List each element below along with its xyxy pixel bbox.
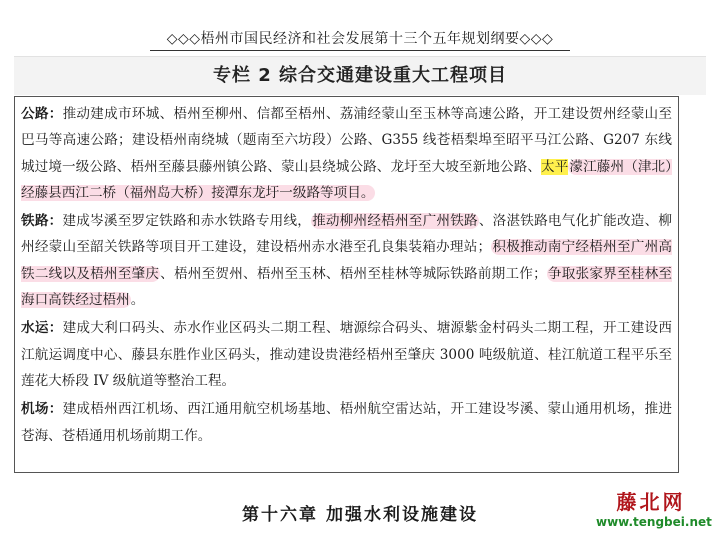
rail-text-4: 。: [130, 292, 145, 309]
rail-highlight-2: 积极推动南宁经梧州至广州高铁二线以及梧州至肇庆: [21, 239, 673, 282]
rail-text-3: 、梧州至贺州、梧州至玉林、梧州至桂林等城际铁路前期工作；: [160, 265, 547, 282]
header-text: ◇◇◇梧州市国民经济和社会发展第十三个五年规划纲要◇◇◇: [166, 31, 554, 47]
water-label: 水运：: [21, 320, 63, 337]
watermark-url: www.tengbei.net: [596, 515, 712, 529]
roads-highlight-2: 濛江藤州（津北）经藤县西江二桥（福州岛大桥）接潭东龙圩一级路等项目。: [21, 158, 673, 201]
panel-content: [14, 96, 679, 473]
section-roads: [21, 101, 672, 206]
rail-label: 铁路：: [21, 213, 63, 230]
roads-label: 公路：: [21, 106, 63, 122]
roads-text: 推动建成市环城、梧州至柳州、信都至梧州、荔浦经蒙山至玉林等高速公路，开工建设贺州经蒙山至巴马等高速公路；建设梧州南绕城（题南至六坊段）公路、G355 线苍梧梨埠至昭平马江公路、G207 东线城过境一级公路、梧州至藤县藤州镇公路、蒙山县绕城公路、龙圩至大坡至新地公路、: [21, 106, 673, 175]
panel-title: 专栏 2 综合交通建设重大工程项目: [14, 56, 706, 95]
airport-label: 机场：: [21, 401, 63, 418]
section-water: [21, 315, 672, 394]
rail-text-2: 、洛湛铁路电气化扩能改造、柳州经蒙山至韶关铁路等项目开工建设，建设梧州赤水港至孔良集装箱办理站；: [21, 213, 673, 256]
watermark: [596, 486, 712, 529]
rail-highlight-1: 推动柳州经梧州至广州铁路: [312, 213, 478, 230]
airport-text: 建成梧州西江机场、西江通用航空机场基地、梧州航空雷达站，开工建设岑溪、蒙山通用机场，推进苍海、苍梧通用机场前期工作。: [21, 401, 673, 444]
header-underline: [150, 50, 570, 51]
section-rail: [21, 208, 672, 313]
section-airport: [21, 396, 672, 449]
rail-text-1: 建成岑溪至罗定铁路和赤水铁路专用线，: [62, 213, 312, 230]
document-header: [0, 28, 720, 48]
water-text: 建成大利口码头、赤水作业区码头二期工程、塘源综合码头、塘源紫金村码头二期工程，开工建设西江航运调度中心、藤县东胜作业区码头，推动建设贵港经梧州至肇庆 3000 吨级航道、桂江航道工程平乐至莲花大桥段 IV 级航道等整治工程。: [21, 320, 673, 389]
roads-highlight-1: 太平: [541, 158, 569, 175]
watermark-logo: 藤北网: [616, 490, 686, 514]
chapter-heading: 第十六章 加强水利设施建设: [242, 505, 478, 525]
rail-highlight-3: 争取张家界至桂林至海口高铁经过梧州: [21, 265, 673, 309]
